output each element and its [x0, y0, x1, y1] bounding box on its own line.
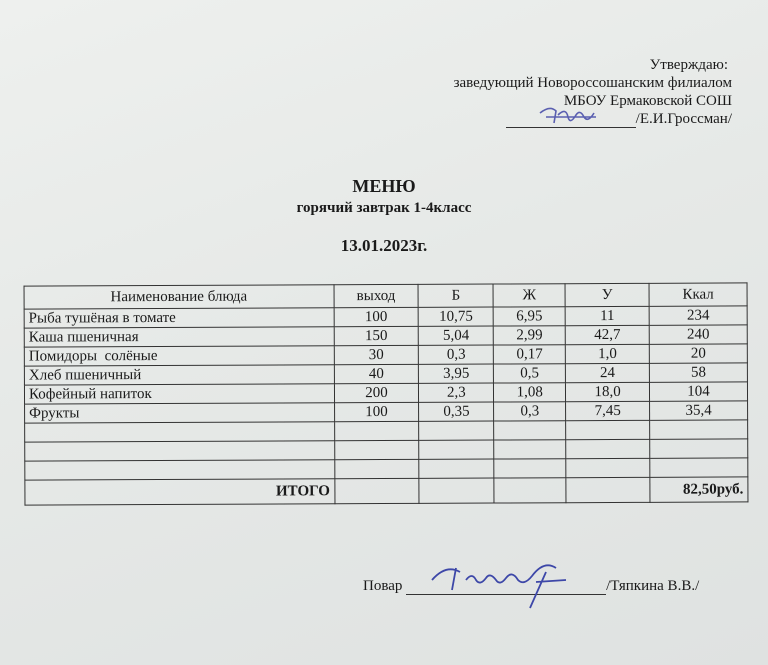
dish-kcal: 35,4: [650, 401, 748, 420]
header-kcal: Ккал: [649, 283, 747, 306]
dish-carbs: 24: [566, 363, 650, 382]
header-protein: Б: [418, 284, 493, 307]
dish-yield: 30: [334, 345, 419, 364]
dish-protein: 3,95: [419, 364, 494, 383]
dish-kcal: 240: [649, 325, 747, 344]
approval-signature-row: [454, 110, 732, 128]
cook-signature: [426, 554, 586, 614]
dish-name: Фрукты: [25, 403, 335, 423]
dish-name: Хлеб пшеничный: [24, 365, 334, 385]
approval-signature-line: [506, 113, 636, 128]
dish-protein: 0,3: [419, 345, 494, 364]
dish-fat: 0,3: [494, 402, 566, 421]
dish-fat: 0,5: [494, 364, 566, 383]
approval-signature: [536, 103, 606, 129]
dish-kcal: 58: [649, 363, 747, 382]
dish-protein: 2,3: [419, 383, 494, 402]
dish-kcal: 104: [650, 382, 748, 401]
header-yield: выход: [334, 284, 419, 307]
dish-yield: 200: [334, 383, 419, 402]
dish-yield: 100: [334, 307, 419, 326]
menu-date: 13.01.2023г.: [340, 236, 428, 255]
page-title: МЕНЮ: [352, 176, 416, 196]
dish-fat: 0,17: [494, 345, 566, 364]
dish-name: Рыба тушёная в томате: [24, 308, 334, 328]
header-dish: Наименование блюда: [24, 285, 334, 309]
dish-carbs: 7,45: [566, 401, 650, 420]
menu-table: [24, 282, 749, 505]
header-fat: Ж: [493, 284, 565, 307]
dish-carbs: 1,0: [565, 344, 649, 363]
total-label: ИТОГО: [25, 479, 335, 505]
cook-signature-block: [363, 578, 699, 595]
approval-block: [454, 56, 732, 128]
approval-name: /Е.И.Гроссман/: [635, 111, 732, 127]
approval-label: Утверждаю:: [649, 57, 728, 73]
page-subtitle: горячий завтрак 1-4класс: [296, 200, 472, 216]
dish-protein: 10,75: [419, 307, 494, 326]
approval-position: заведующий Новороссошанским филиалом: [453, 75, 732, 91]
dish-protein: 5,04: [419, 326, 494, 345]
dish-carbs: 18,0: [566, 382, 650, 401]
dish-name: Кофейный напиток: [24, 384, 334, 404]
cook-name: /Тяпкина В.В./: [606, 578, 700, 594]
dish-carbs: 11: [565, 306, 649, 325]
dish-name: Помидоры солёные: [24, 346, 334, 366]
cook-signature-line: [406, 580, 606, 595]
dish-fat: 2,99: [494, 326, 566, 345]
total-row: [25, 477, 748, 505]
dish-yield: 40: [334, 364, 419, 383]
dish-protein: 0,35: [419, 402, 494, 421]
dish-kcal: 234: [649, 306, 747, 325]
dish-fat: 6,95: [493, 307, 565, 326]
dish-name: Каша пшеничная: [24, 327, 334, 347]
table-header-row: [24, 283, 747, 309]
dish-yield: 150: [334, 326, 419, 345]
dish-yield: 100: [334, 402, 419, 421]
dish-carbs: 42,7: [565, 325, 649, 344]
approval-org: МБОУ Ермаковской СОШ: [563, 93, 732, 109]
dish-fat: 1,08: [494, 383, 566, 402]
cook-label: Повар: [363, 578, 403, 594]
total-value: 82,50руб.: [650, 477, 748, 502]
header-carbs: У: [565, 283, 649, 306]
dish-kcal: 20: [649, 344, 747, 363]
